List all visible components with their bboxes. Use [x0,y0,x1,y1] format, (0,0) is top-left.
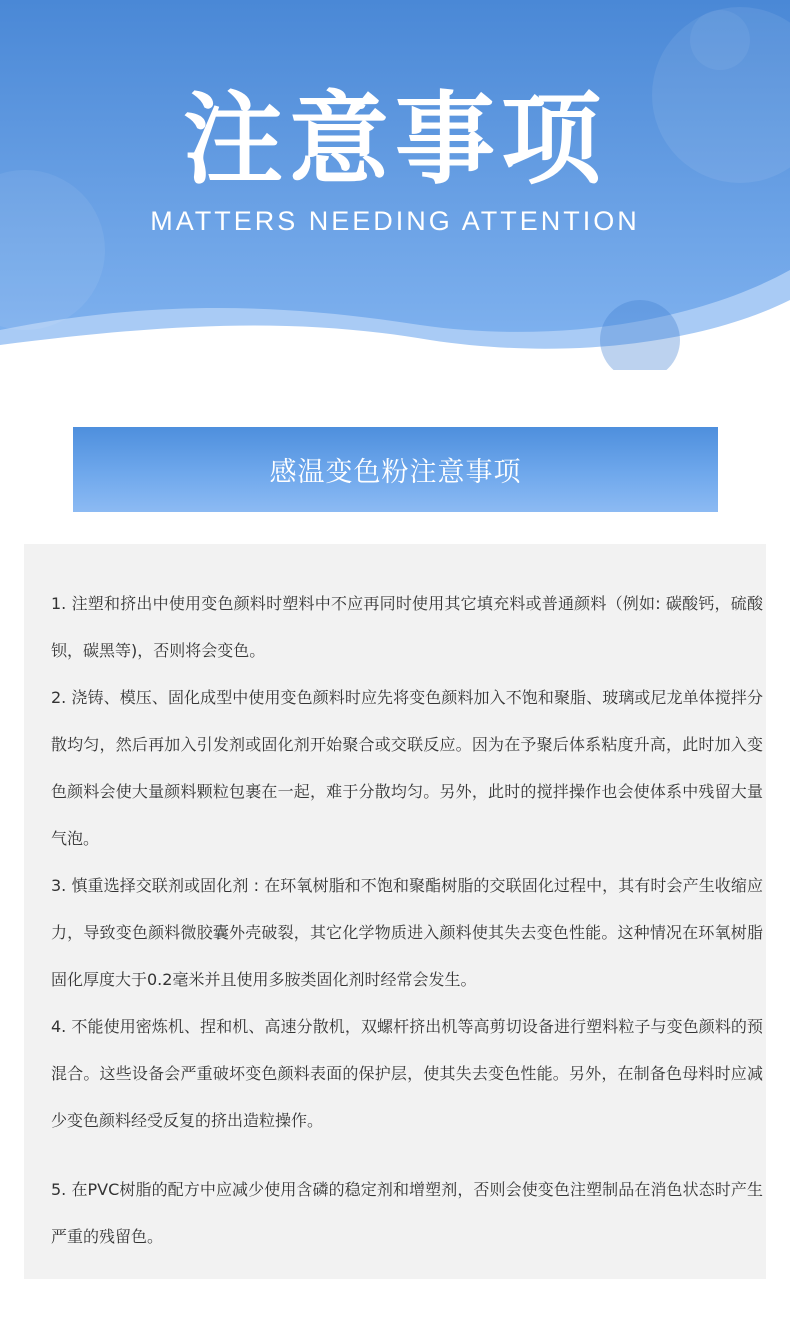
header-banner [0,0,790,370]
note-item-5: 5. 在PVC树脂的配方中应减少使用含磷的稳定剂和增塑剂，否则会使变色注塑制品在消色状态时产生严重的残留色。 [51,1180,763,1246]
section-title: 感温变色粉注意事项 [269,457,522,488]
note-item-1: 1. 注塑和挤出中使用变色颜料时塑料中不应再同时使用其它填充料或普通颜料（例如: 碳酸钙，硫酸钡，碳黑等)，否则将会变色。 [51,594,763,660]
notes-list [51,580,763,1260]
notes-card [24,544,766,1279]
page-subtitle-english: MATTERS NEEDING ATTENTION [150,206,640,236]
note-item-3: 3. 慎重选择交联剂或固化剂 : 在环氧树脂和不饱和聚酯树脂的交联固化过程中，其有时会产生收缩应力，导致变色颜料微胶囊外壳破裂，其它化学物质进入颜料使其失去变色性能。这种情况在环氧树脂固化厚度大于0.2毫米并且使用多胺类固化剂时经常会发生。 [51,876,763,989]
page-title: 注意事项 [183,81,607,198]
note-item-2: 2. 浇铸、模压、固化成型中使用变色颜料时应先将变色颜料加入不饱和聚脂、玻璃或尼龙单体搅拌分散均匀，然后再加入引发剂或固化剂开始聚合或交联反应。因为在予聚后体系粘度升高，此时加入变色颜料会使大量颜料颗粒包裹在一起，难于分散均匀。另外，此时的搅拌操作也会使体系中残留大量气泡。 [51,688,763,848]
section-title-bar [73,427,718,512]
note-item-4: 4. 不能使用密炼机、捏和机、高速分散机，双螺杆挤出机等高剪切设备进行塑料粒子与变色颜料的预混合。这些设备会严重破坏变色颜料表面的保护层，使其失去变色性能。另外，在制备色母料时应减少变色颜料经受反复的挤出造粒操作。 [51,1017,763,1130]
